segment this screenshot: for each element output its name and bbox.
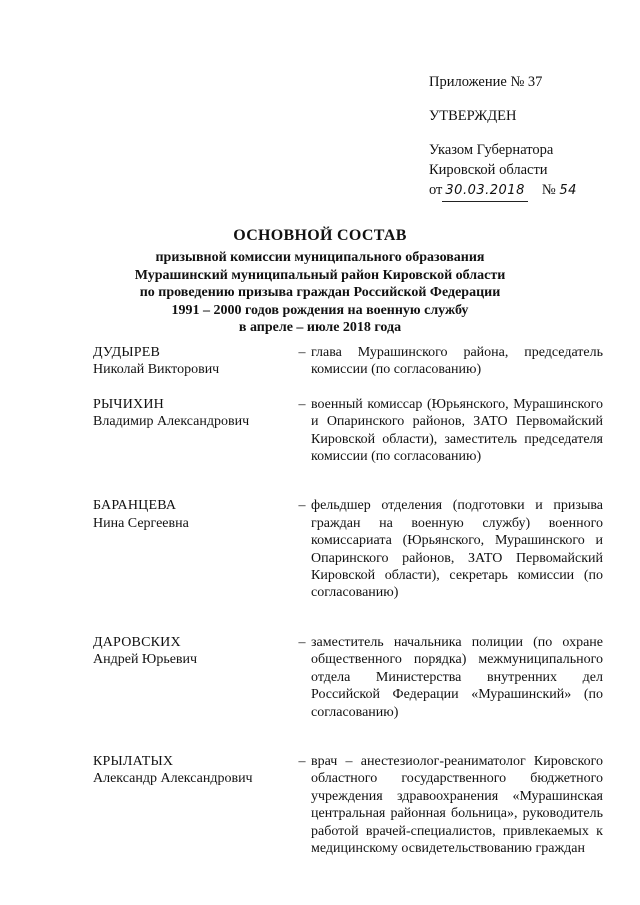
member-dash: –	[298, 396, 306, 412]
member-name	[93, 634, 293, 721]
member-surname: ДУДЫРЕВ	[93, 345, 161, 360]
number-label: №	[541, 182, 556, 198]
handwritten-date: 30.03.2018	[442, 181, 527, 202]
member-role: военный комиссар (Юрьянского, Мурашинского и Опаринского районов, ЗАТО Первомайский Кировской области), заместитель председателя комиссии (по согласованию)	[311, 396, 603, 465]
member-role: заместитель начальника полиции (по охране общественного порядка) межмуниципального отдела Министерства внутренних дел Российской Федерации «Мурашинский» (по согласованию)	[311, 634, 603, 720]
member-dash: –	[298, 498, 306, 514]
member-surname: РЫЧИХИН	[93, 396, 164, 412]
title-line: в апреле – июле 2018 года	[238, 320, 402, 335]
member-entry	[93, 753, 603, 857]
member-role: фельдшер отделения (подготовки и призыва граждан на военную службу) военного комиссариата (Юрьянского, Мурашинского и Опаринского районов, ЗАТО Первомайский Кировской области), секретарь комиссии (по согласованию)	[311, 498, 603, 601]
member-dash: –	[298, 345, 306, 360]
date-prefix: от	[429, 182, 443, 198]
decree-line-1: Указом Губернатора	[429, 142, 554, 158]
approval-header	[429, 72, 629, 202]
decree-date-line	[429, 180, 629, 202]
member-name	[93, 396, 293, 466]
handwritten-number: 54	[559, 183, 577, 198]
member-given-name: Нина Сергеевна	[93, 515, 189, 531]
member-surname: КРЫЛАТЫХ	[93, 753, 174, 769]
member-name	[93, 753, 293, 857]
member-entry	[93, 344, 603, 379]
member-name	[93, 497, 293, 601]
member-surname: ДАРОВСКИХ	[93, 634, 181, 650]
title-line: 1991 – 2000 годов рождения на военную службу	[171, 302, 469, 318]
document-title	[100, 226, 540, 337]
member-entry	[93, 634, 603, 721]
member-role: глава Мурашинского района, председатель комиссии (по согласованию)	[311, 345, 603, 378]
member-role: врач – анестезиолог-реаниматолог Кировского областного государственного бюджетного учреждения здравоохранения «Мурашинская центральная районная больница», руководитель работой врачей-специалистов, привлекаемых к медицинскому освидетельствованию граждан	[311, 753, 603, 856]
member-given-name: Николай Викторович	[93, 362, 220, 378]
title-main: ОСНОВНОЙ СОСТАВ	[233, 227, 407, 244]
member-entry	[93, 497, 603, 601]
member-entry	[93, 396, 603, 466]
approved-label: УТВЕРЖДЕН	[429, 108, 517, 124]
title-line: Мурашинский муниципальный район Кировской области	[134, 267, 506, 283]
appendix-label: Приложение № 37	[429, 74, 543, 90]
member-given-name: Андрей Юрьевич	[93, 652, 198, 668]
member-given-name: Владимир Александрович	[93, 414, 250, 430]
member-dash: –	[298, 753, 306, 769]
members-list	[93, 344, 603, 857]
decree-line-2: Кировской области	[429, 162, 548, 178]
member-name	[93, 344, 293, 379]
member-given-name: Александр Александрович	[93, 771, 253, 787]
member-surname: БАРАНЦЕВА	[93, 498, 177, 514]
member-dash: –	[298, 634, 306, 650]
title-line: призывной комиссии муниципального образования	[155, 250, 485, 265]
title-line: по проведению призыва граждан Российской Федерации	[139, 285, 501, 300]
